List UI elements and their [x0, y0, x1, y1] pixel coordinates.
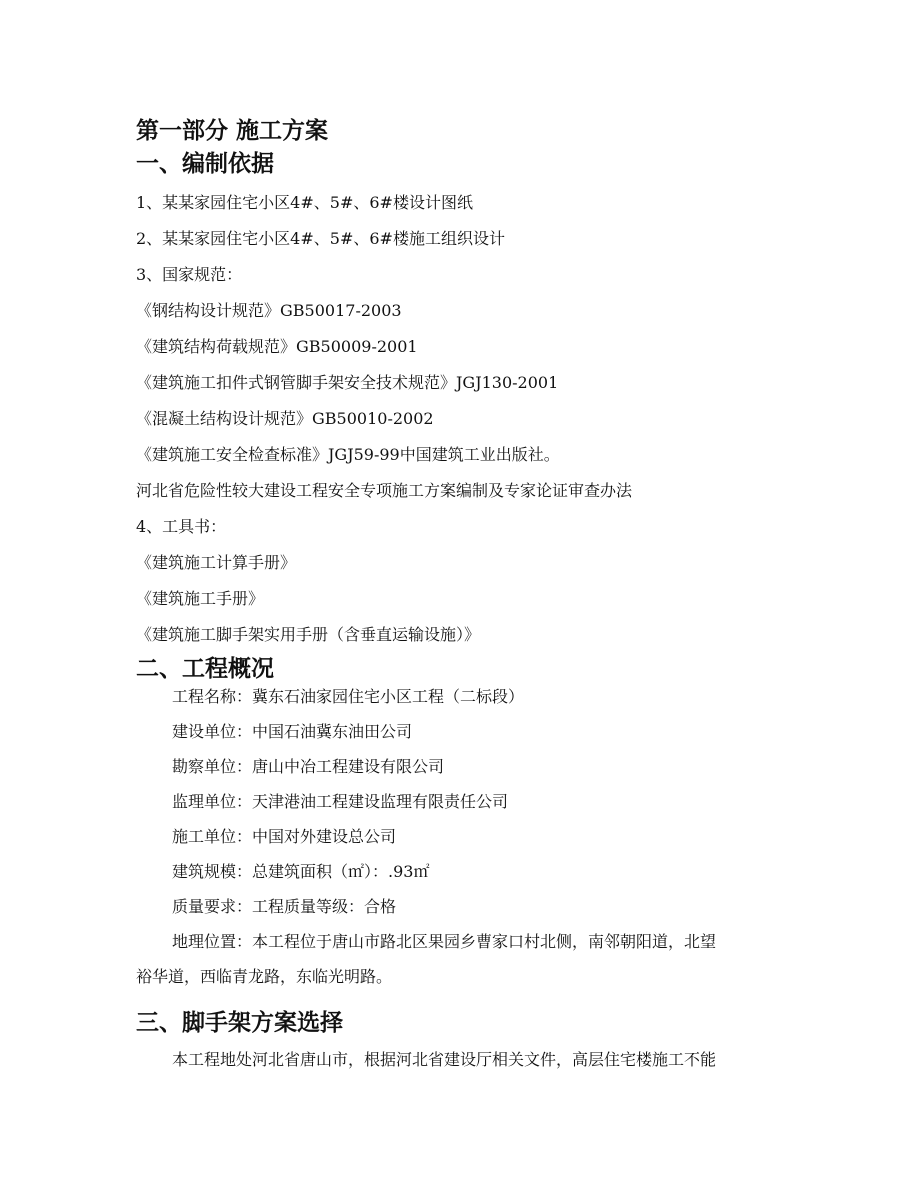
survey-unit: 勘察单位：唐山中冶工程建设有限公司 [172, 757, 445, 776]
section-1-title: 一、编制依据 [136, 151, 274, 177]
standard-safety: 《建筑施工安全检查标准》JGJ59-99中国建筑工业出版社。 [136, 445, 560, 464]
part-title: 第一部分 施工方案 [136, 118, 329, 144]
basis-item-4: 4、工具书： [136, 517, 227, 536]
reference-construction-handbook: 《建筑施工手册》 [136, 589, 265, 608]
reference-scaffold-handbook: 《建筑施工脚手架实用手册（含垂直运输设施）》 [136, 625, 481, 644]
basis-item-3: 3、国家规范： [136, 265, 243, 284]
standard-scaffold: 《建筑施工扣件式钢管脚手架安全技术规范》JGJ130-2001 [136, 373, 559, 392]
basis-item-2: 2、某某家园住宅小区4#、5#、6#楼施工组织设计 [136, 229, 505, 248]
standard-concrete: 《混凝土结构设计规范》GB50010-2002 [136, 409, 434, 428]
reference-calc-handbook: 《建筑施工计算手册》 [136, 553, 297, 572]
standard-steel: 《钢结构设计规范》GB50017-2003 [136, 301, 402, 320]
building-scale: 建筑规模：总建筑面积（㎡）：.93㎡ [172, 862, 430, 881]
quality-requirement: 质量要求：工程质量等级：合格 [172, 897, 397, 916]
supervision-unit: 监理单位：天津港油工程建设监理有限责任公司 [172, 792, 509, 811]
location-line-1: 地理位置：本工程位于唐山市路北区果园乡曹家口村北侧，南邻朝阳道，北望 [172, 932, 717, 951]
basis-item-1: 1、某某家园住宅小区4#、5#、6#楼设计图纸 [136, 193, 473, 212]
standard-load: 《建筑结构荷载规范》GB50009-2001 [136, 337, 418, 356]
project-name: 工程名称：冀东石油家园住宅小区工程（二标段） [172, 687, 525, 706]
construction-unit: 施工单位：中国对外建设总公司 [172, 827, 397, 846]
section-2-title: 二、工程概况 [136, 656, 274, 682]
provincial-regulation: 河北省危险性较大建设工程安全专项施工方案编制及专家论证审查办法 [136, 481, 633, 500]
scaffold-selection-paragraph: 本工程地处河北省唐山市，根据河北省建设厅相关文件，高层住宅楼施工不能 [172, 1050, 717, 1069]
location-line-2: 裕华道，西临青龙路，东临光明路。 [136, 967, 393, 986]
section-3-title: 三、脚手架方案选择 [136, 1010, 343, 1036]
owner-unit: 建设单位：中国石油冀东油田公司 [172, 722, 413, 741]
